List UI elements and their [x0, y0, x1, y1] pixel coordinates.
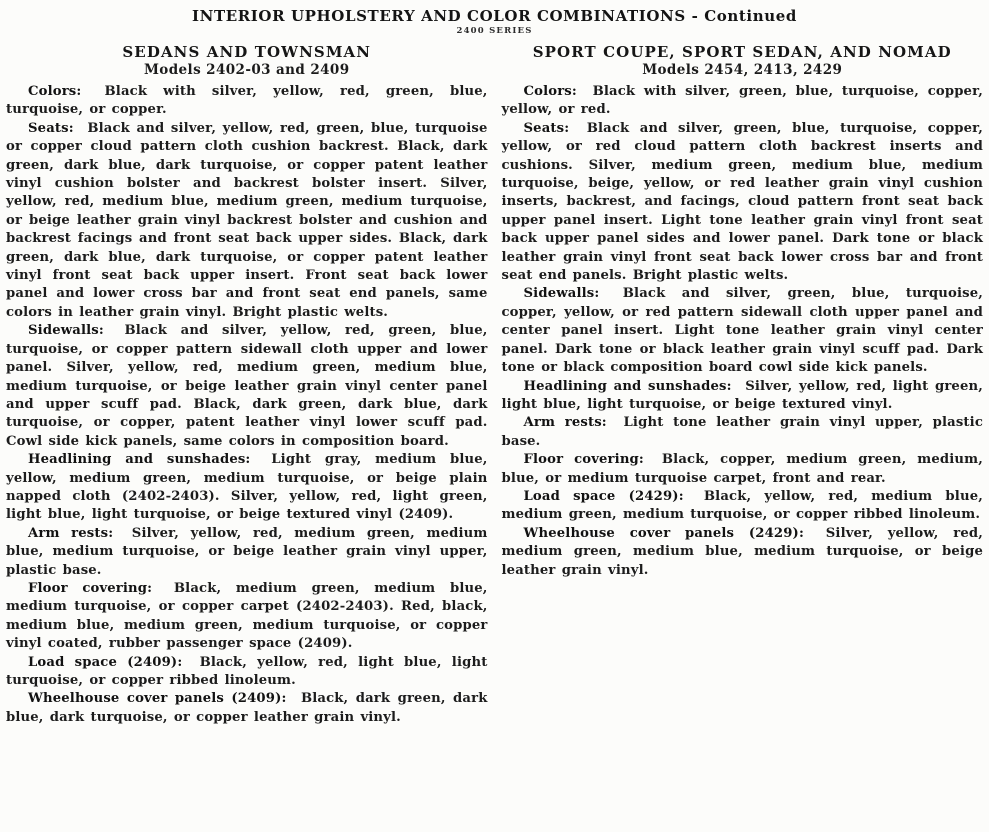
- column-sport-coupe-sedan-nomad: [502, 43, 984, 727]
- paragraph-text: Light tone leather grain vinyl upper, plastic base.: [501, 415, 983, 449]
- paragraph-seats: [502, 120, 984, 286]
- paragraph-label: Load space (2409):: [28, 654, 183, 670]
- paragraph-colors: [6, 83, 488, 120]
- paragraph-text: Black, copper, medium green, medium, blue, or medium turquoise carpet, front and rear.: [501, 452, 983, 486]
- paragraph-sidewalls: [6, 322, 488, 451]
- paragraph-wheelhouse: [502, 525, 984, 580]
- paragraph-text: Silver, yellow, red, light green, light blue, light turquoise, or beige textured vinyl.: [501, 378, 983, 412]
- paragraph-label: Sidewalls:: [28, 323, 104, 339]
- paragraph-sidewalls: [502, 285, 984, 377]
- paragraph-label: Colors:: [28, 84, 82, 99]
- paragraph-label: Floor covering:: [523, 452, 644, 468]
- paragraph-arm-rests: [6, 525, 488, 580]
- document-header: [6, 8, 983, 36]
- series-label: 2400 SERIES: [456, 26, 533, 36]
- column-header: SEDANS AND TOWNSMAN: [122, 43, 372, 61]
- paragraph-label: Headlining and sunshades:: [28, 452, 251, 468]
- paragraph-headlining: [502, 378, 984, 415]
- paragraph-text: Black, medium green, medium blue, medium turquoise, or copper carpet (2402-2403). Red, black, medium blue, medium green, medium turquoise, or copper vinyl coated, rubber passenger space (2409).: [6, 580, 488, 652]
- paragraph-label: Arm rests:: [523, 415, 607, 431]
- paragraph-wheelhouse: [6, 690, 488, 727]
- column-models: Models 2402-03 and 2409: [143, 62, 350, 78]
- paragraph-text: Silver, yellow, red, medium green, medium blue, medium turquoise, or beige leather grain vinyl upper, plastic base.: [6, 525, 488, 578]
- column-body: [6, 83, 488, 727]
- paragraph-headlining: [6, 451, 488, 525]
- paragraph-label: Load space (2429):: [523, 488, 684, 504]
- paragraph-load-space: [6, 654, 488, 691]
- paragraph-label: Seats:: [523, 120, 570, 136]
- paragraph-label: Colors:: [523, 84, 577, 99]
- paragraph-floor-covering: [6, 580, 488, 654]
- column-sedans-townsman: [6, 43, 488, 727]
- paragraph-floor-covering: [502, 451, 984, 488]
- paragraph-label: Floor covering:: [28, 580, 153, 596]
- paragraph-colors: [502, 83, 984, 120]
- two-column-layout: [6, 43, 983, 727]
- paragraph-label: Wheelhouse cover panels (2409):: [28, 691, 287, 707]
- column-header: SPORT COUPE, SPORT SEDAN, AND NOMAD: [532, 43, 952, 61]
- paragraph-label: Seats:: [28, 120, 74, 136]
- paragraph-text: Black, yellow, red, medium blue, medium green, medium turquoise, or copper ribbed linoleum.: [501, 488, 983, 523]
- paragraph-text: Silver, yellow, red, medium green, medium blue, medium turquoise, or beige leather grain vinyl.: [501, 525, 983, 578]
- paragraph-load-space: [502, 488, 984, 525]
- paragraph-text: Light gray, medium blue, yellow, medium green, medium turquoise, or beige plain napped cloth (2402-2403). Silver, yellow, red, light green, light blue, light turquoise, or beige textured vinyl (2409).: [6, 452, 488, 523]
- paragraph-text: Black and silver, yellow, red, green, blue, turquoise or copper cloud pattern cloth cushion backrest. Black, dark green, dark blue, dark turquoise, or copper patent leather vinyl cushion bolster and backrest bolster insert. Silver, yellow, red, medium blue, medium green, medium turquoise, or beige leather grain vinyl backrest bolster and cushion and backrest facings and front seat back upper sides. Black, dark green, dark blue, dark turquoise, or copper patent leather vinyl front seat back upper insert. Front seat back lower panel and lower cross bar and front seat end panels, same colors in leather grain vinyl. Bright plastic welts.: [6, 120, 488, 320]
- paragraph-arm-rests: [502, 414, 984, 451]
- paragraph-seats: [6, 120, 488, 322]
- paragraph-text: Black and silver, green, blue, turquoise, copper, yellow, or red cloud pattern cloth backrest inserts and cushions. Silver, medium green, medium blue, medium turquoise, beige, yellow, or red leather grain vinyl cushion inserts, backrest, and facings, cloud pattern front seat back upper panel insert. Light tone leather grain vinyl front seat back upper panel sides and lower panel. Dark tone or black leather grain vinyl front seat back lower cross bar and front seat end panels. Bright plastic welts.: [501, 120, 983, 284]
- column-models: Models 2454, 2413, 2429: [642, 62, 843, 78]
- paragraph-text: Black and silver, green, blue, turquoise, copper, yellow, or red pattern sidewall cloth upper panel and center panel insert. Light tone leather grain vinyl center panel. Dark tone or black leather grain vinyl scuff pad. Dark tone or black composition board cowl side kick panels.: [501, 286, 983, 376]
- paragraph-label: Wheelhouse cover panels (2429):: [523, 525, 804, 541]
- column-body: [502, 83, 984, 580]
- paragraph-text: Black and silver, yellow, red, green, blue, turquoise, or copper pattern sidewall cloth upper and lower panel. Silver, yellow, red, medium green, medium blue, medium turquoise, or beige leather grain vinyl center panel and upper scuff pad. Black, dark green, dark blue, dark turquoise, or copper, patent leather vinyl lower scuff pad. Cowl side kick panels, same colors in composition board.: [6, 323, 488, 449]
- paragraph-label: Headlining and sunshades:: [523, 378, 732, 394]
- paragraph-text: Black with silver, yellow, red, green, blue, turquoise, or copper.: [6, 84, 488, 118]
- paragraph-label: Sidewalls:: [523, 286, 600, 302]
- paragraph-text: Black, yellow, red, light blue, light turquoise, or copper ribbed linoleum.: [6, 654, 488, 688]
- paragraph-label: Arm rests:: [28, 525, 114, 541]
- document-title: INTERIOR UPHOLSTERY AND COLOR COMBINATIONS - Continued: [192, 7, 797, 25]
- paragraph-text: Black, dark green, dark blue, dark turquoise, or copper leather grain vinyl.: [6, 691, 488, 725]
- paragraph-text: Black with silver, green, blue, turquoise, copper, yellow, or red.: [501, 84, 983, 118]
